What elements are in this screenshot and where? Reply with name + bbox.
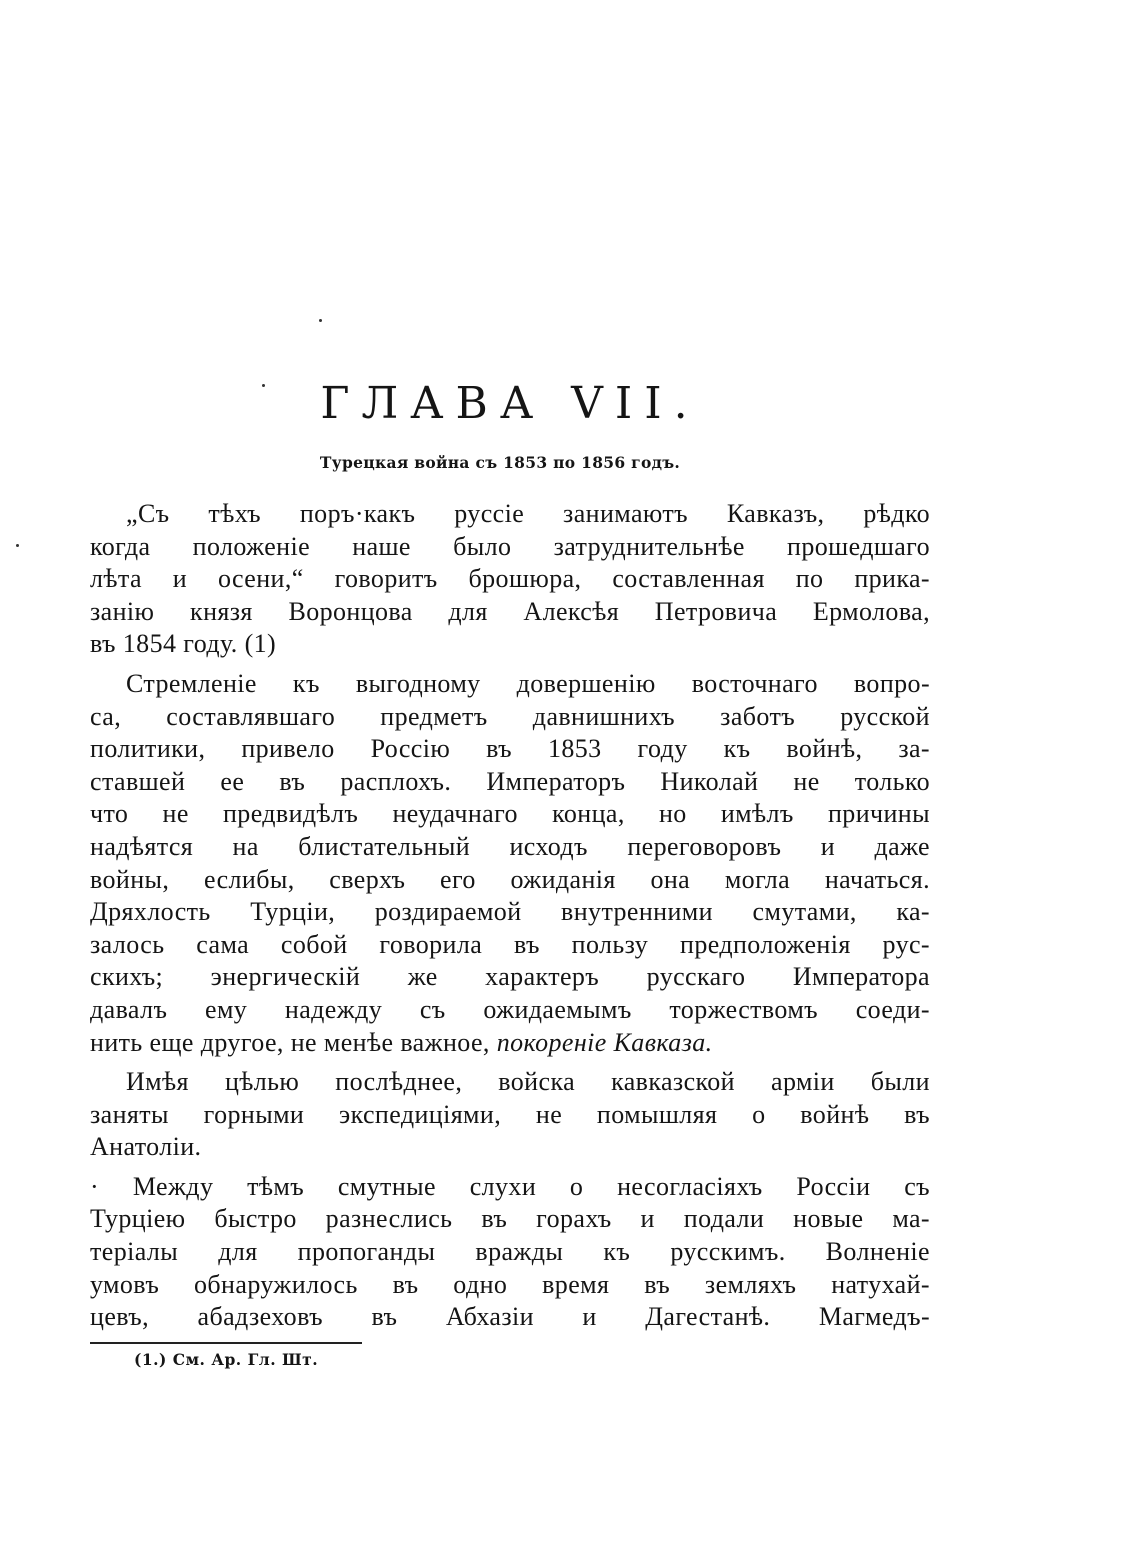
- text-line: ставшей ее въ расплохъ. Императоръ Николай не только: [90, 766, 930, 796]
- paragraph: [90, 1171, 930, 1334]
- text-line: политики, привело Россію въ 1853 году къ войнѣ, за-: [90, 734, 930, 764]
- text-line: когда положеніе наше было затруднительнѣе прошедшаго: [90, 531, 930, 561]
- text-line: Дряхлость Турціи, роздираемой внутренними смутами, ка-: [90, 897, 930, 927]
- text-line: Имѣя цѣлью послѣднее, войска кавказской арміи были: [126, 1067, 930, 1097]
- print-speck: [16, 544, 19, 547]
- chapter-title: ГЛАВА VII.: [320, 378, 700, 429]
- text-line: Анатоліи.: [90, 1132, 202, 1162]
- chapter-subtitle: Турецкая война съ 1853 по 1856 годъ.: [319, 453, 681, 472]
- emphasized-text: покореніе Кавказа.: [496, 1027, 713, 1057]
- text-line: теріалы для пропоганды вражды къ русскимъ. Волненіе: [90, 1237, 930, 1267]
- paragraph: [90, 668, 930, 1059]
- text-line: скихъ; энергическій же характеръ русскаго Императора: [90, 962, 930, 992]
- paragraph: [90, 498, 930, 661]
- footnote-divider: [90, 1342, 362, 1344]
- text-line: лѣта и осени,“ говоритъ брошюра, составленная по прика-: [90, 564, 930, 594]
- text-line: Турціею быстро разнеслись въ горахъ и подали новые ма-: [90, 1204, 930, 1234]
- text-line: „Съ тѣхъ поръ·какъ руссіе занимаютъ Кавказъ, рѣдко: [126, 499, 930, 528]
- paragraph: [90, 1066, 930, 1164]
- text-line: [90, 1027, 930, 1060]
- text-line: что не предвидѣлъ неудачнаго конца, но имѣлъ причины: [90, 799, 930, 829]
- print-speck: [319, 319, 322, 322]
- text-line: надѣятся на блистательный исходъ переговоровъ и даже: [90, 831, 930, 861]
- text-line: умовъ обнаружилось въ одно время въ земляхъ натухай-: [90, 1269, 930, 1299]
- text-line: Стремленіе къ выгодному довершенію восточнаго вопро-: [126, 668, 930, 698]
- text-line: цевъ, абадзеховъ въ Абхазіи и Дагестанѣ. Магмедъ-: [90, 1302, 930, 1332]
- footnote: (1.) См. Ар. Гл. Шт.: [134, 1350, 319, 1369]
- text-line: давалъ ему надежду съ ожидаемымъ торжествомъ соеди-: [90, 994, 930, 1024]
- text-line: заняты горными экспедиціями, не помышляя о войнѣ въ: [90, 1099, 930, 1129]
- text-line-start: нить еще другое, не менѣе важное,: [90, 1027, 490, 1057]
- text-line: залось сама собой говорила въ пользу предположенія рус-: [90, 929, 930, 959]
- text-line: въ 1854 году. (1): [90, 629, 277, 659]
- text-line: войны, еслибы, сверхъ его ожиданія она могла начаться.: [90, 864, 930, 894]
- text-line: · Между тѣмъ смутные слухи о несогласіяхъ Россіи съ: [90, 1171, 930, 1201]
- text-line: са, составлявшаго предметъ давнишнихъ заботъ русской: [90, 701, 930, 731]
- text-line: занію князя Воронцова для Алексѣя Петровича Ермолова,: [90, 596, 930, 626]
- body-text: [90, 498, 930, 1334]
